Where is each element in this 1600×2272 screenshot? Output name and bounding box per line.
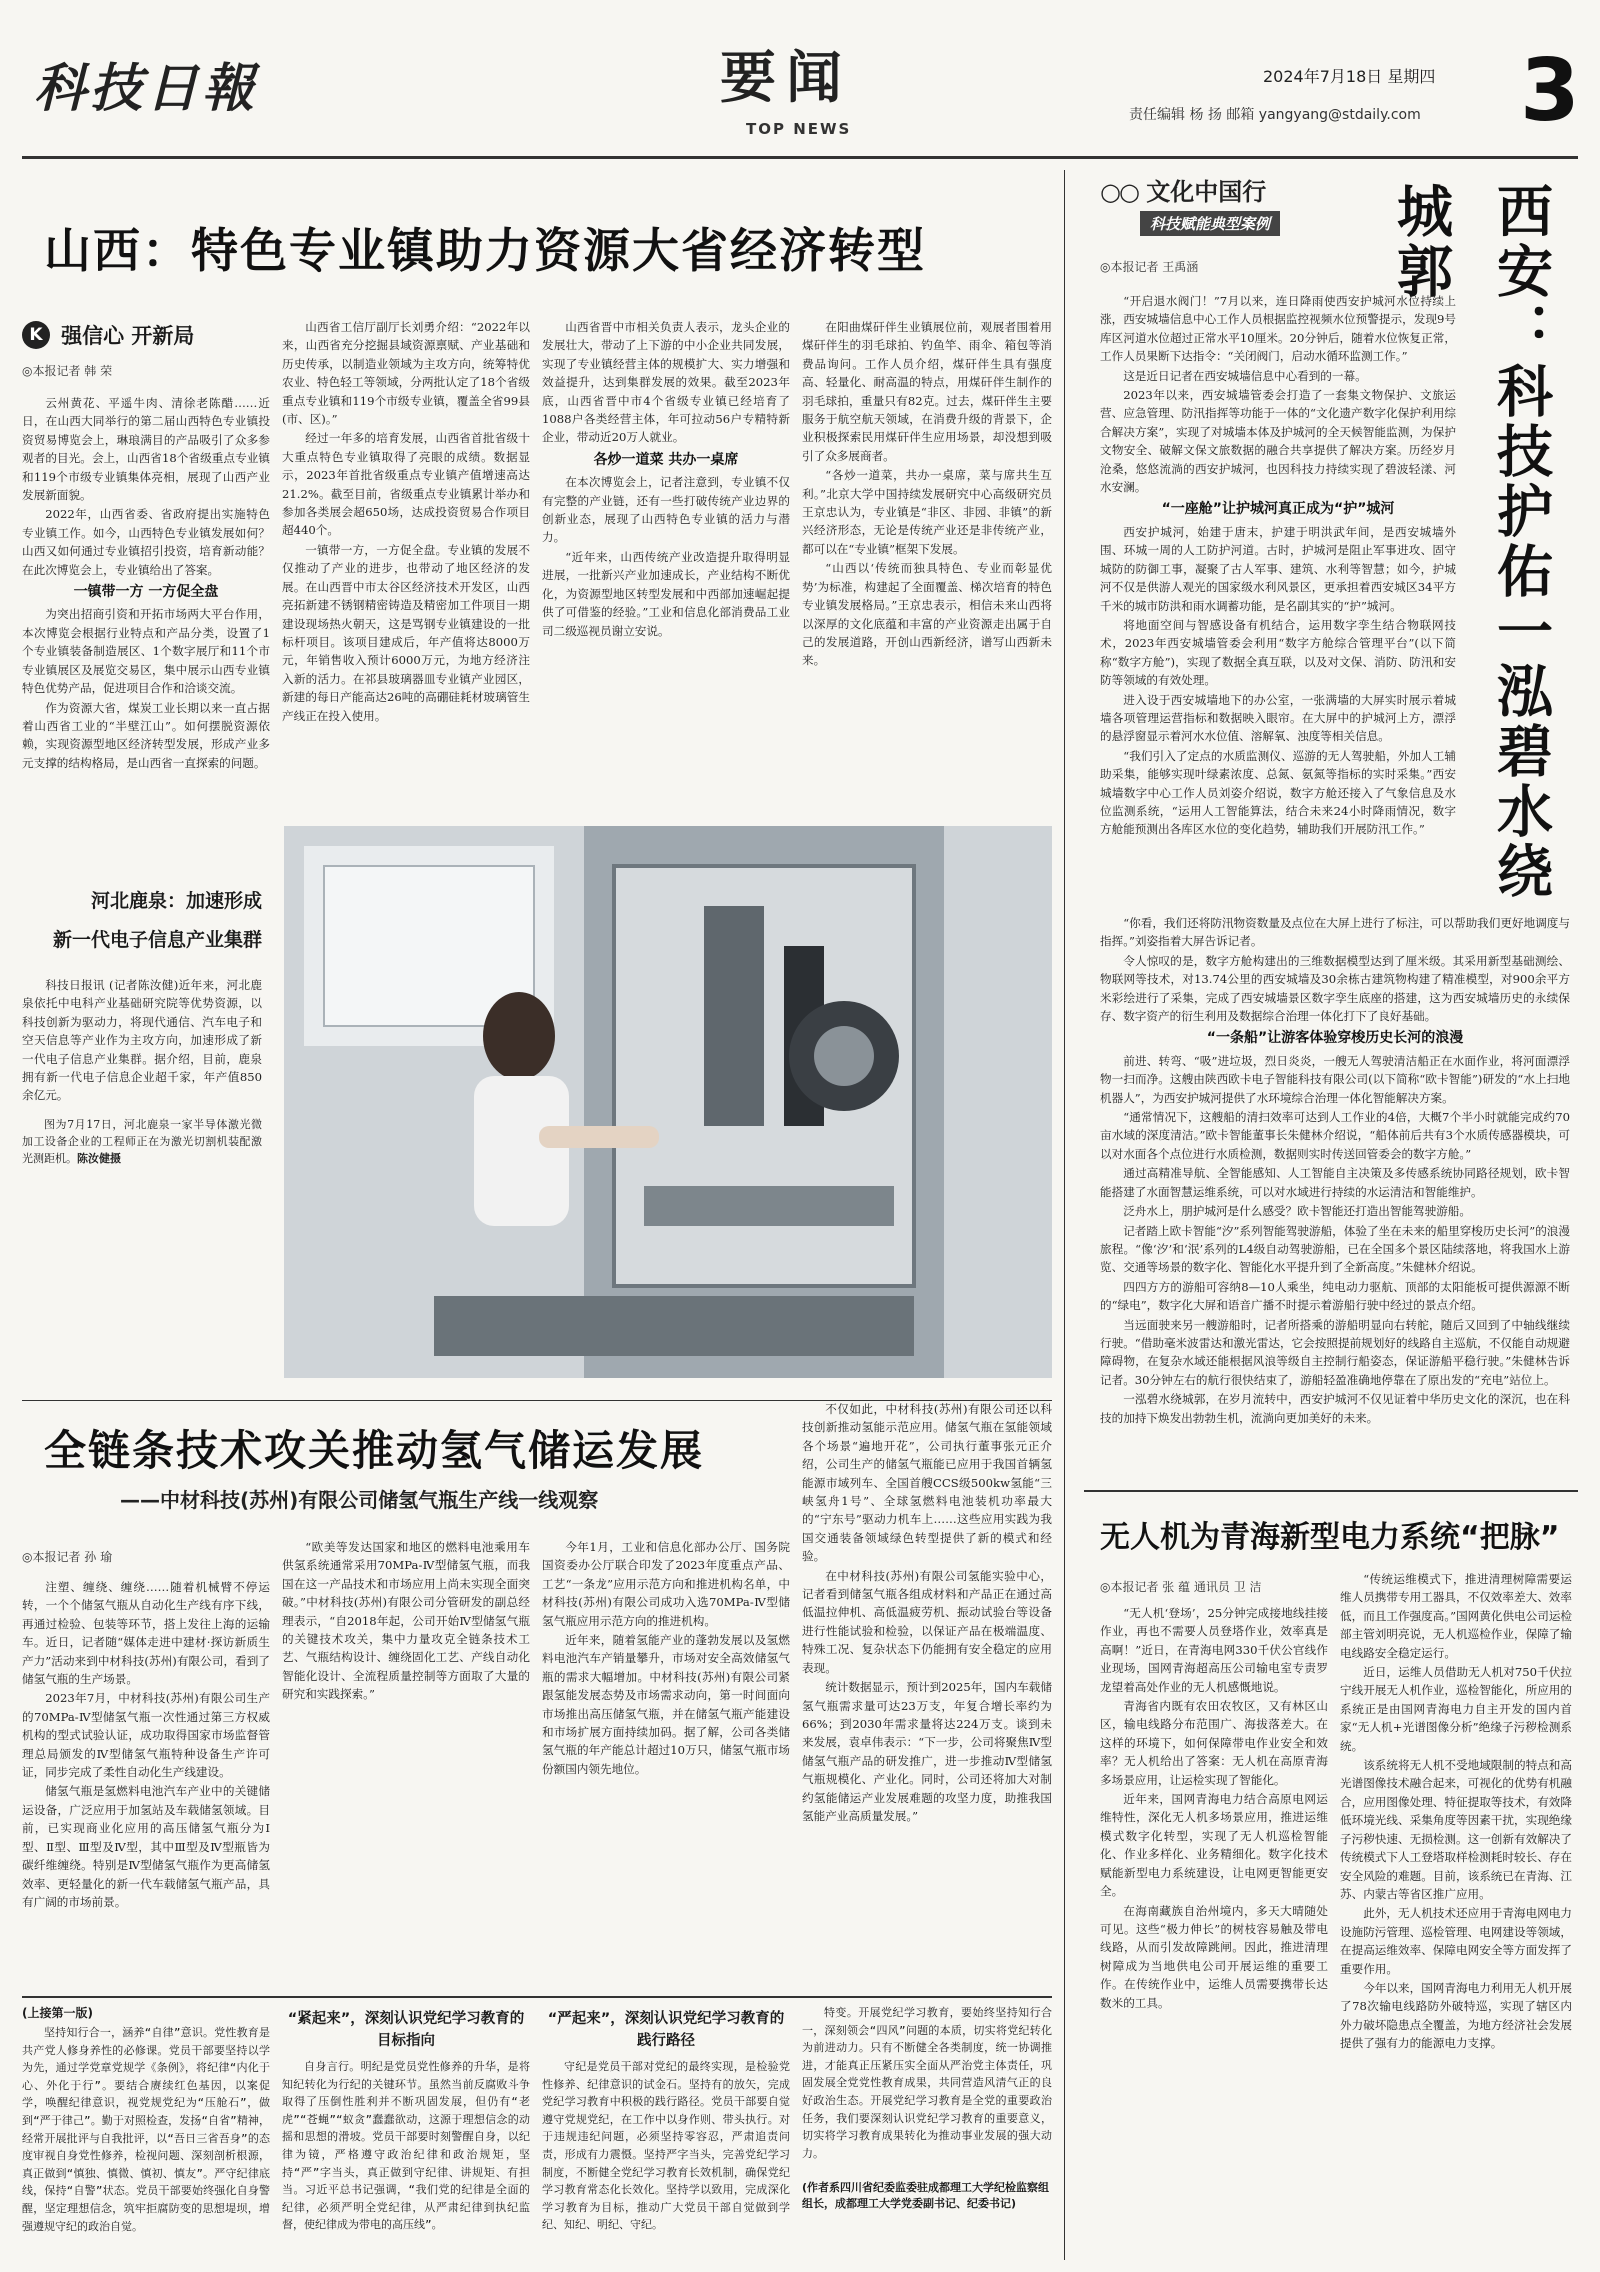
paragraph: 储氢气瓶是氢燃料电池汽车产业中的关键储运设备，广泛应用于加氢站及车载储氢领域。目前，已实现商业化应用的高压储氢气瓶分为Ⅰ型、Ⅱ型、Ⅲ型及Ⅳ型，其中Ⅲ型及Ⅳ型瓶皆为碳纤维缠绕。特别是Ⅳ型储氢气瓶作为更高储氢效率、更轻量化的新一代车载储氢气瓶产品，具有广阔的市场前景。 [22, 1784, 270, 1909]
newspaper-logo: 科技日報 [34, 58, 259, 119]
discipline-subhead-3: “严起来”，深刻认识党纪学习教育的践行路径 [547, 2011, 785, 2049]
paragraph: 青海省内既有农田农牧区，又有林区山区，输电线路分布范围广、海拔落差大。在这样的环境下，如何保障带电作业安全和效率？无人机给出了答案：无人机在高原青海多场景应用，让运检实现了智能化。 [1100, 1699, 1328, 1787]
paragraph: 今年以来，国网青海电力利用无人机开展了78次输电线路防外破特巡，实现了辖区内外力破坏隐患点全覆盖，为地方经济社会发展提供了强有力的能源电力支撑。 [1340, 1980, 1572, 2051]
shanxi-subhead-1: 一镇带一方 一方促全盘 [73, 584, 219, 601]
caption-text: 图为7月17日，河北鹿泉一家半导体激光微加工设备企业的工程师正在为激光切割机装配激光测距机。 [22, 1117, 262, 1165]
section-divider [1084, 1490, 1578, 1492]
paragraph: 山西省晋中市相关负责人表示，龙头企业的发展壮大，带动了上下游的中小企业共同发展，实现了专业镇经营主体的规模扩大、实力增强和效益提升，达到集群发展的效果。截至2023年底，山西省晋中市4个省级专业镇已经培育了1088户各类经营主体，年可拉动56户专精特新企业，带动近20万人就业。 [542, 320, 790, 445]
paragraph: 这是近日记者在西安城墙信息中心看到的一幕。 [1123, 368, 1367, 383]
xian-column-top [1100, 292, 1456, 912]
paragraph: 自身言行。明纪是党员党性修养的升华，是将知纪转化为行纪的关键环节。虽然当前反腐败斗争取得了压倒性胜利并不断巩固发展，但仍有“老虎”“苍蝇”“蚁贪”蠢蠢欲动，这源于理想信念的动摇和思想的滑坡。党员干部要时刻警醒自身，以纪律为镜，严格遵守政治纪律和政治规矩，坚持“严”字当头，真正做到守纪律、讲规矩、有担当。习近平总书记强调，“我们党的纪律是全面的纪律，必须严明全党纪律，从严肃纪律到执纪监督，使纪律成为带电的高压线”。 [282, 2060, 530, 2232]
paragraph: 今年1月，工业和信息化部办公厅、国务院国资委办公厅联合印发了2023年度重点产品、工艺“一条龙”应用示范方向和推进机构名单，中材科技(苏州)有限公司成功入选70MPa-Ⅳ型储氢气瓶应用示范方向的推进机构。 [542, 1540, 790, 1628]
xian-subhead-2: “一条船”让游客体验穿梭历史长河的浪漫 [1206, 1030, 1464, 1047]
discipline-subhead-2: “紧起来”，深刻认识党纪学习教育的目标指向 [287, 2011, 525, 2049]
paragraph: 守纪是党员干部对党纪的最终实现，是检验党性修养、纪律意识的试金石。坚持有的放矢，完成党纪学习教育中积极的践行路径。党员干部要自觉遵守党规党纪，在工作中以身作则、带头执行。对于违规违纪问题，必须坚持零容忍，严肃追责问责，形成有力震慑。坚持严字当头，完善党纪学习制度，不断健全党纪学习教育长效机制，确保党纪学习教育常态化长效化。坚持学以致用，完成深化学习教育为目标，推动广大党员干部自觉做到学纪、知纪、明纪、守纪。 [542, 2060, 790, 2232]
paragraph: “我们引入了定点的水质监测仪、巡游的无人驾驶船，外加人工辅助采集，能够实现叶绿素浓度、总氮、氨氮等指标的实时采集。”西安城墙数字中心工作人员刘姿介绍说，数字方舱还接入了气象信息及水位监测系统，“运用人工智能算法，结合未来24小时降雨情况，数字方舱能预测出各库区水位的变化趋势，辅助我们开展防汛工作。” [1100, 748, 1456, 837]
paragraph: 前进、转弯、“吸”进垃圾，烈日炎炎，一艘无人驾驶清洁船正在水面作业，将河面漂浮物一扫而净。这艘由陕西欧卡电子智能科技有限公司(以下简称“欧卡智能”)研发的“水上扫地机器人”，为西安护城河提供了水环境综合治理一体化智能解决方案。 [1100, 1053, 1570, 1105]
paragraph: 此外，无人机技术还应用于青海电网电力设施防污管理、巡检管理、电网建设等领域，在提高运维效率、保障电网安全等方面发挥了重要作用。 [1340, 1906, 1572, 1976]
editor-line: 责任编辑 杨 扬 邮箱 yangyang@stdaily.com [1129, 107, 1421, 123]
discipline-column-4 [802, 2004, 1052, 2264]
paragraph: 在本次博览会上，记者注意到，专业镇不仅有完整的产业链，还有一些打破传统产业边界的创新业态，展现了山西特色专业镇的活力与潜力。 [542, 475, 790, 545]
hebei-headline-2: 新一代电子信息产业集群 [52, 929, 262, 951]
paragraph: 为突出招商引资和开拓市场两大平台作用，本次博览会根据行业特点和产品分类，设置了1个专业镇装备制造展区、1个数字展厅和11个市专业镇展区及展览交易区，集中展示山西专业镇特色优势产品，促进项目合作和洽谈交流。 [22, 607, 270, 696]
issue-date: 2024年7月18日 星期四 [1263, 67, 1436, 86]
paragraph: 进入设于西安城墙地下的办公室，一张满墙的大屏实时展示着城墙各项管理运营指标和数据映入眼帘。在大屏中的护城河上方，漂浮的悬浮窗显示着河水水位值、溶解氧、浊度等相关信息。 [1100, 692, 1456, 744]
xian-byline: ◎本报记者 王禹涵 [1100, 260, 1199, 274]
paragraph: 2022年，山西省委、省政府提出实施特色专业镇工作。如今，山西特色专业镇发展如何？山西又如何通过专业镇招引投资，培育新动能？在此次博览会上，专业镇给出了答案。 [22, 507, 270, 577]
shanxi-kicker [22, 320, 272, 354]
shanxi-subhead-2: 各炒一道菜 共办一桌席 [593, 451, 739, 468]
paragraph: 一泓碧水绕城郭，在岁月流转中，西安护城河不仅见证着中华历史文化的深沉，也在科技的加持下焕发出勃勃生机，流淌向更加美好的未来。 [1100, 1392, 1570, 1425]
laser-machine-illustration [284, 826, 1052, 1378]
paragraph: 将地面空间与智感设备有机结合，运用数字孪生结合物联网技术，2023年西安城墙管委会利用“数字方舱综合管理平台”(以下简称“数字方舱”)，实现了数据全真互联，以及对文保、消防、防汛和安防等领域的有效处理。 [1100, 617, 1456, 688]
hebei-body [22, 976, 262, 1106]
paragraph: 2023年7月，中材科技(苏州)有限公司生产的70MPa-Ⅳ型储氢气瓶一次性通过第三方权威机构的型式试验认证，成功取得国家市场监督管理总局颁发的Ⅳ型储氢气瓶特种设备生产许可证，同步完成了柔性自动化生产线建设。 [22, 1691, 270, 1780]
discipline-body-2 [282, 2058, 530, 2258]
paragraph: “各炒一道菜，共办一桌席，菜与席共生互利。”北京大学中国持续发展研究中心高级研究员王京忠认为，专业镇是“非区、非园、非镇”的新兴经济形态，无论是传统产业还是非传统产业，都可以在“专业镇”框架下发展。 [802, 468, 1052, 556]
hydrogen-column-4 [802, 1400, 1052, 1982]
paragraph: “欧美等发达国家和地区的燃料电池乘用车供氢系统通常采用70MPa-Ⅳ型储氢气瓶，而我国在这一产品技术和市场应用上尚未实现全面突破。”中材科技(苏州)有限公司分管研发的副总经理表示，“自2018年起，公司开始Ⅳ型储氢气瓶的关键技术攻关，集中力量攻克全链条技术工艺、气瓶结构设计、缠绕固化工艺、产线自动化智能化设计、全流程质量控制等方面取了大量的研究和实践探索。” [282, 1540, 530, 1702]
paragraph: “山西以‘传统而独具特色、专业而彰显优势’为标准，构建起了全面覆盖、梯次培育的特色专业镇发展格局。”王京忠表示，相信未来山西将以深厚的文化底蕴和丰富的产业资源走出属于自己的发展道路，开创山西新经济，谱写山西新未来。 [802, 561, 1052, 668]
paragraph: “无人机‘登场’，25分钟完成接地线挂接作业，再也不需要人员登塔作业，效率真是高啊！”近日，在青海电网330千伏公官线作业现场，国网青海超高压公司输电室专责罗龙望着高处作业的无人机感慨地说。 [1100, 1606, 1328, 1694]
continued-label: (上接第一版) [22, 2006, 93, 2020]
hebei-article [22, 826, 262, 1396]
drone-column-2 [1340, 1570, 1572, 2262]
paragraph: “近年来，山西传统产业改造提升取得明显进展，一批新兴产业加速成长，产业结构不断优化，为资源型地区转型发展和中西部加速崛起提供了可借鉴的经验。”工业和信息化部消费品工业司二级巡视员谢立安说。 [542, 549, 790, 638]
kicker-text: 强信心 开新局 [61, 324, 195, 348]
hydrogen-subheadline: ——中材科技(苏州)有限公司储氢气瓶生产线一线观察 [120, 1488, 599, 1512]
paragraph: 注塑、缠绕、缠绕……随着机械臂不停运转，一个个储氢气瓶从自动化生产线有序下线，再通过检验、包装等环节，搭上发往上海的运输车。近日，记者随“媒体走进中建材·探访新质生产力”活动来到中材科技(苏州)有限公司，看到了储氢气瓶的生产场景。 [22, 1580, 270, 1687]
paragraph: 坚持知行合一，涵养“自律”意识。党性教育是共产党人修身养性的必修课。党员干部要坚持以学为先，通过学党章党规学《条例》，将纪律“内化于心、外化于行”。要结合赓续红色基因，以案促学，唤醒纪律意识，视党规党纪为“压舱石”，做到“严于律己”。勤于对照检查，发扬“自省”精神，经常开展批评与自我批评，以“吾日三省吾身”的态度审视自身党性修养，检视问题、深刻剖析根源，真正做到“慎独、慎微、慎初、慎友”。严守纪律底线，保持“自警”状态。党员干部要始终强化自身警醒，坚定理想信念，筑牢拒腐防变的思想堤坝，增强遵规守纪的政治自觉。 [22, 2026, 270, 2233]
hydrogen-column-1 [22, 1578, 270, 1982]
hydrogen-headline: 全链条技术攻关推动氢气储运发展 [44, 1426, 705, 1475]
masthead-rule [22, 156, 1578, 159]
discipline-column-1 [22, 2024, 270, 2264]
paragraph: 令人惊叹的是，数字方舱构建出的三维数据模型达到了厘米级。其采用新型基础测绘、物联网等技术，对13.74公里的西安城墙及30余栋古建筑物构建了精准模型，对900余平方米彩绘进行了采集，完成了西安城墙景区数字孪生底座的搭建，这为西安城墙历史的永续保存、数字资产的衍生利用及数据综合治理一体化打下了良好基础。 [1100, 953, 1570, 1024]
paragraph: 近年来，随着氢能产业的蓬勃发展以及氢燃料电池汽车产销量攀升，市场对安全高效储氢气瓶的需求大幅增加。中材科技(苏州)有限公司紧跟氢能发展态势及市场需求动向，第一时间面向市场推出高压储氢气瓶，并在储氢气瓶产能建设和市场扩展方面持续加码。据了解，公司各类储氢气瓶的年产能总计超过10万只，储氢气瓶市场份额国内领先地位。 [542, 1633, 790, 1776]
paragraph: 近年来，国网青海电力结合高原电网运维特性，深化无人机多场景应用，推进运维模式数字化转型，实现了无人机巡检智能化、作业多样化、业务精细化。数字化技术赋能新型电力系统建设，让电网更智能更安全。 [1100, 1792, 1328, 1899]
shanxi-column-4 [802, 318, 1052, 802]
drone-byline: ◎本报记者 张 蕴 通讯员 卫 洁 [1100, 1580, 1262, 1594]
shanxi-column-1 [22, 394, 270, 802]
paragraph: 2023年以来，西安城墙管委会打造了一套集文物保护、文旅运营、应急管理、防汛指挥等功能于一体的“文化遗产数字化保护利用综合解决方案”，实现了对城墙本体及护城河的全天候智能监测，为保护文物安全、破解文保文旅数据的融合共享提供了解决方案。历经岁月沧桑，悠悠流淌的西安护城河，也因科技力持续实现了碧波轻漾、河水安澜。 [1100, 388, 1456, 495]
paragraph: 当远面驶来另一艘游船时，记者所搭乘的游船明显向右转舵，随后又回到了中轴线继续行驶。“借助毫米波雷达和激光雷达，它会按照提前规划好的线路自主巡航，不仅能自动规避障碍物，在复杂水域还能根据风浪等级自主控制行船姿态，保证游船平稳行驶。”朱健林告诉记者。30分钟左右的航行很快结束了，游船轻盈准确地停靠在了原出发的“充电”站位上。 [1100, 1317, 1570, 1387]
xian-vertical-headline: 西安：科技护佑一泓碧水绕城郭 [1388, 182, 1553, 902]
paragraph: 经过一年多的培育发展，山西省首批省级十大重点特色专业镇取得了亮眼的成绩。数据显示，2023年首批省级重点专业镇产值增速高达21.2%。截至目前，省级重点专业镇累计举办和参加各类展会超650场，达成投资贸易合作项目超440个。 [282, 431, 530, 538]
paragraph: 在阳曲煤矸伴生业镇展位前，观展者围着用煤矸伴生的羽毛球拍、钓鱼竿、雨伞、箱包等消费品询问。工作人员介绍，煤矸伴生具有强度高、轻量化、耐高温的特点，用煤矸伴生制作的羽毛球拍，重量只有82克。过去，煤矸伴生主要服务于航空航天领域，在消费升级的背景下，企业积极探索民用煤矸伴生应用场景，却没想到吸引了众多展商者。 [802, 320, 1052, 463]
discipline-column-2 [282, 2004, 530, 2264]
discipline-body-4 [802, 2004, 1052, 2174]
drone-headline: 无人机为青海新型电力系统“把脉” [1100, 1520, 1560, 1555]
paragraph: 统计数据显示，预计到2025年，国内车载储氢气瓶需求量可达23万支，年复合增长率约为66%；到2030年需求量将达224万支。谈到未来发展，袁卓伟表示：“下一步，公司将聚焦Ⅳ型储氢气瓶产品的研发推广，进一步推动Ⅳ型储氢气瓶规模化、产业化。同时，公司还将加大对制约氢能储运产业发展难题的攻坚力度，助推我国氢能产业高质量发展。” [802, 1680, 1052, 1823]
page-number: 3 [1520, 41, 1580, 141]
column-divider [1064, 170, 1065, 2260]
paragraph: 记者踏上欧卡智能“汐”系列智能驾驶游船，体验了坐在未来的船里穿梭历史长河”的浪漫旅程。“像‘汐’和‘泯’系列的L4级自动驾驶游船，已在全国多个景区陆续落地，将我国水上游览、交通等场景的数字化、智能化水平提升到了全新高度。”朱健林介绍说。 [1100, 1223, 1570, 1275]
paragraph: 四四方方的游船可容纳8—10人乘坐，纯电动力驱航、顶部的太阳能板可提供源源不断的“绿电”，数字化大屏和语音广播不时提示着游船行驶中经过的景点介绍。 [1100, 1279, 1570, 1313]
xian-subhead-1: “一座舱”让护城河真正成为“护”城河 [1161, 501, 1395, 518]
discipline-body-3 [542, 2058, 790, 2258]
news-photo [284, 826, 1052, 1378]
author-note: (作者系四川省纪委监委驻成都理工大学纪检监察组组长，成都理工大学党委副书记、纪委书记) [802, 2181, 1050, 2210]
shanxi-column-3 [542, 318, 790, 802]
paragraph: 特变。开展党纪学习教育，要始终坚持知行合一，深刻领会“四风”问题的本质，切实将党纪转化为前进动力。只有不断健全各类制度，统一协调推进，才能真正压紧压实全面从严治党主体责任，巩固发展全党党性教育成果，共同营造风清气正的良好政治生态。开展党纪学习教育是全党的重要政治任务，我们要深刻认识党纪学习教育的重要意义，切实将学习教育成果转化为推动事业发展的强大动力。 [802, 2006, 1052, 2160]
paragraph: “你看，我们还将防汛物资数量及点位在大屏上进行了标注，可以帮助我们更好地调度与指挥。”刘姿指着大屏告诉记者。 [1100, 916, 1570, 949]
shanxi-column-2 [282, 318, 530, 802]
paragraph: 近日，运维人员借助无人机对750千伏拉宁线开展无人机作业，巡检智能化，所应用的系统正是由国网青海电力自主开发的国内首家“无人机+光谱图像分析”绝缘子污秽检测系统。 [1340, 1665, 1572, 1753]
paragraph: 泛舟水上，朋护城河是什么感受？欧卡智能还打造出智能驾驶游船。 [1123, 1204, 1472, 1219]
paragraph: 该系统将无人机不受地域限制的特点和高光谱图像技术融合起来，可视化的优势有机融合，应用图像处理、特征提取等技术，有效降低环境光线、采集角度等因素干扰，实现绝缘子污秽快速、无损检测。这一创新有效解决了传统模式下人工登塔取样检测耗时较长、存在安全风险的难题。目前，该系统已在青海、江苏、内蒙古等省区推广应用。 [1340, 1758, 1572, 1901]
paragraph: 西安护城河，始建于唐末，护建于明洪武年间，是西安城墙外围、环城一周的人工防护河道。古时，护城河是阻止军事进攻、固守城防的防御工事，凝聚了古人军事、建筑、水利等智慧；如今，护城河不仅是供游人观光的国家级水利风景区，更承担着西安城区34平方千米的城市防洪和雨水调蓄功能，是名副其实的“护”城河。 [1100, 524, 1456, 613]
series-logo-title: ○○ 文化中国行 [1100, 178, 1267, 206]
paragraph: “传统运维模式下，推进清理树障需要运维人员携带专用工器具，不仅效率差大、效率低，而且工作强度高。”国网黄化供电公司运检部主管刘明亮说，无人机巡检作业，保障了输电线路安全稳定运行。 [1340, 1572, 1572, 1660]
hebei-headline-1: 河北鹿泉：加速形成 [90, 890, 262, 912]
section-title: 要闻 [720, 46, 852, 111]
shanxi-byline: ◎本报记者 韩 荣 [22, 364, 113, 378]
hydrogen-byline: ◎本报记者 孙 瑜 [22, 1550, 113, 1564]
hydrogen-column-2 [282, 1538, 530, 1982]
paragraph: “通常情况下，这艘船的清扫效率可达到人工作业的4倍，大概7个半小时就能完成约70亩水域的深度清洁。”欧卡智能董事长朱健林介绍说，“船体前后共有3个水质传感器模块，可以对水面各个点位进行水质检测，数据则实时传送回管委会的数字方舱。” [1100, 1110, 1570, 1161]
discipline-column-3 [542, 2004, 790, 2264]
series-logo-text: 文化中国行 [1146, 178, 1267, 206]
hydrogen-column-3 [542, 1538, 790, 1982]
paragraph: 作为资源大省，煤炭工业长期以来一直占据着山西省工业的“半壁江山”。如何摆脱资源依赖，实现资源型地区经济转型发展，形成产业多元支撑的结构格局，是山西省一直探索的问题。 [22, 700, 270, 770]
drone-column-1 [1100, 1604, 1328, 2262]
caption-credit: 陈汝健摄 [77, 1151, 121, 1165]
section-divider [22, 1996, 1052, 1998]
section-title-en: TOP NEWS [746, 120, 852, 138]
series-logo-subtitle: 科技赋能典型案例 [1140, 211, 1280, 236]
photo-caption [22, 1116, 262, 1168]
paragraph: 不仅如此，中材科技(苏州)有限公司还以科技创新推动氢能示范应用。储氢气瓶在氢能领域各个场景“遍地开花”，公司执行董事张元正介绍，公司生产的储氢气瓶能已应用于我国首辆氢能源市域列车、全国首艘CCS级500kw氢能“三峡氢舟1号”、全球氢燃料电池装机功率最大的“宁东号”驱动力机车上……这些应用实践为我国交通装备领域绿色转型提供了新的模式和经验。 [802, 1402, 1052, 1564]
paragraph: 通过高精准导航、全智能感知、人工智能自主决策及多传感系统协同路径规划，欧卡智能搭建了水面智慧运维系统，可以对水域进行持续的水运清洁和智能维护。 [1100, 1166, 1570, 1199]
paragraph: “开启退水阀门！”7月以来，连日降雨使西安护城河水位持续上涨，西安城墙信息中心工作人员根据监控视频水位预警提示，发现9号库区河道水位超过正常水平10厘米。20分钟后，随着水位恢复正常，工作人员果断下达指令：“关闭阀门，启动水循环监测工作。” [1100, 294, 1456, 364]
paragraph: 科技日报讯 (记者陈汝健)近年来，河北鹿泉依托中电科产业基础研究院等优势资源，以科技创新为驱动力，将现代通信、汽车电子和空天信息等产业作为主攻方向，加速形成了新一代电子信息产业集群。据介绍，目前，鹿泉拥有新一代电子信息企业超千家，年产值850余亿元。 [22, 978, 262, 1103]
shanxi-headline: 山西：特色专业镇助力资源大省经济转型 [44, 224, 926, 279]
kicker-badge-icon: K [22, 321, 50, 349]
paragraph: 云州黄花、平遥牛肉、清徐老陈醋……近日，在山西大同举行的第二届山西特色专业镇投资贸易博览会上，琳琅满目的产品吸引了众多参观者的目光。会上，山西省18个省级重点专业镇和119个市级专业镇集体亮相，展现了山西产业发展新面貌。 [22, 396, 270, 503]
paragraph: 在中材科技(苏州)有限公司氢能实验中心，记者看到储氢气瓶各组成材料和产品正在通过高低温拉伸机、高低温疲劳机、振动试验台等设备进行性能试验和检验，以保证产品在极端温度、特殊工况、复杂状态下仍能拥有安全稳定的应用表现。 [802, 1568, 1052, 1675]
paragraph: 山西省工信厅副厅长刘勇介绍：“2022年以来，山西省充分挖掘县域资源禀赋、产业基础和历史传承，以制造业领域为主攻方向，统筹特优农业、特色轻工等领域，分两批认定了18个省级重点专业镇和119个市级专业镇，覆盖全省99县(市、区)。” [282, 320, 530, 427]
paragraph: 在海南藏族自治州境内，多天大晴随处可见。这些“极力伸长”的树枝容易触及带电线路，从而引发故障跳闸。因此，推进清理树障成为当地供电公司开展运维的重要工作。在传统作业中，运维人员需要携带长达数米的工具。 [1100, 1903, 1328, 2010]
paragraph: 一镇带一方，一方促全盘。专业镇的发展不仅推动了产业的进步，也带动了地区经济的发展。在山西晋中市太谷区经济技术开发区，山西亮拓新建不锈钢精密铸造及精密加工件项目一期建设现场热火朝天，这是骂钢专业镇建设的一批标杆项目。该项目建成后，年产值将达8000万元，年销售收入预计6000万元，为地方经济注入新的活力。在祁县玻璃器皿专业镇产业园区，新建的每日产能高达26吨的高硼硅耗材玻璃管生产线正在投入使用。 [282, 542, 530, 723]
xian-column-wide [1100, 914, 1570, 1474]
